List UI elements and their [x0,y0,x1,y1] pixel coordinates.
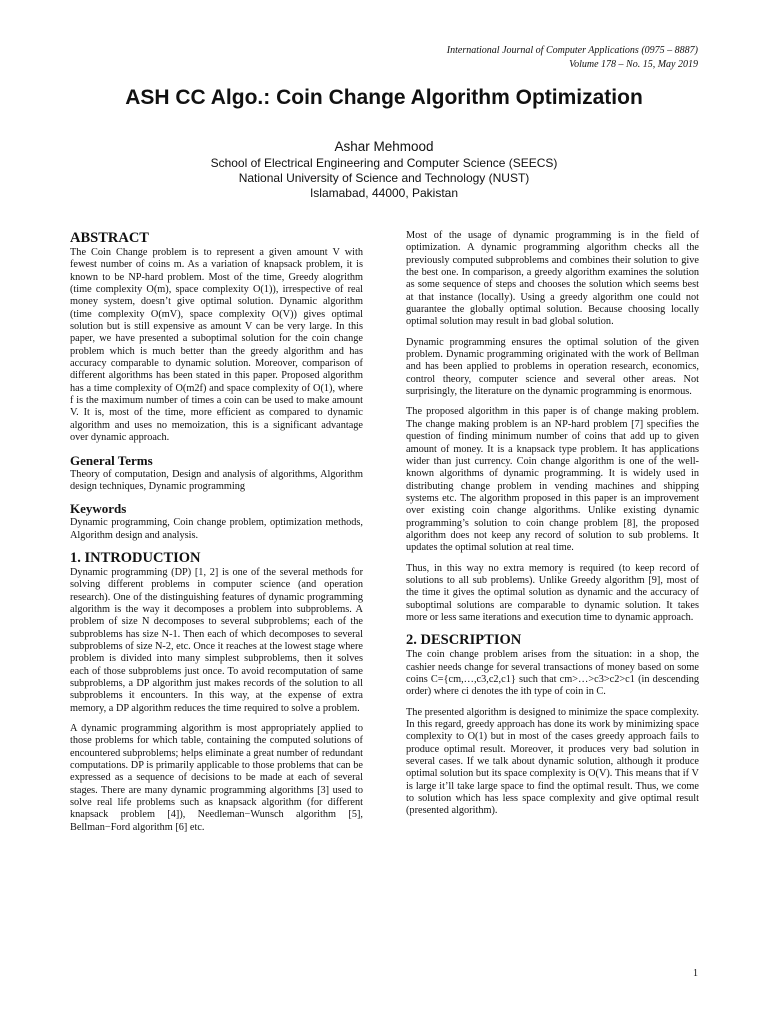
abstract-heading: ABSTRACT [70,230,149,246]
abstract-text: The Coin Change problem is to represent a given amount V with fewest number of coins m. As a variation of knapsack problem, it is known to be NP-hard problem. Most of the time, Greedy alogrithm (time complexity O(m), space complexity O(1)), irrespective of real money system, doesn’t give optimal solution. Dynamic algorithm (time complexity O(mV), space complexity O(V)) gives optimal solution but is still expensive as amount V can be very large. In this paper, we have presented a suboptimal solution for the coin change problem which is much better than the greedy algorithm and has accuracy comparable to dynamic solution. Moreover, comparison of different algorithms has been stated in this paper. Proposed algorithm has a time complexity of O(m2f) and space complexity of O(1), where f is the maximum number of times a coin can be used to make amount V. It is, most of the time, more efficient as compared to dynamic algorithm and uses no memoization, this is a significant advantage over dynamic approach. [70,247,363,444]
general-terms-text: Theory of computation, Design and analysis of algorithms, Algorithm design techniques, Dynamic programming [70,468,363,492]
general-terms-heading: General Terms [70,452,153,468]
page-number: 1 [693,968,698,979]
description-paragraph-1: The coin change problem arises from the situation: in a shop, the cashier needs change for several transactions of money based on some coins C={cm,…,c3,c2,c1} such that cm>…>c3>c2>c1 (in descending order) where ci denotes the ith type of coin in C. [406,649,699,698]
affiliation-school: School of Electrical Engineering and Computer Science (SEECS) [210,156,558,170]
intro-paragraph-4: Dynamic programming ensures the optimal solution of the given problem. Dynamic programming originated with the work of Bellman and has been applied to problems in operation research, economics, control theory, computer science and several other areas. Not surprisingly, the literature on the dynamic programming is enormous. [406,336,699,398]
author-name: Ashar Mehmood [334,139,434,154]
affiliation-location: Islamabad, 44000, Pakistan [309,186,459,200]
right-column [406,230,699,826]
introduction-paragraph-1: Dynamic programming (DP) [1, 2] is one of the several methods for solving different problems in computer science (and operation research). One of the distinguishing features of dynamic programming algorithm is the way it decomposes a problem into subproblems. A problem of size N decomposes to several subproblems; each of the subproblems has size N-1. Then each of which decomposes to several subproblems of size N-2, etc. Once it reaches at the lowest stage where problem is divided into many simplest subproblems, then it solves each of those subproblems just once. To avoid recomputation of same subproblems, a DP algorithm just makes records of the solution to all subproblems it encounters. In this way, at the expense of extra memory, a DP algorithm reduces the time required to solve a problem. [70,566,363,714]
introduction-paragraph-2: A dynamic programming algorithm is most appropriately applied to those problems for which table, containing the computed solutions of encountered subproblems; helps eliminate a great number of redundant computations. DP is primarily applicable to those problems that can be expressed as a sequence of decisions to be made at each of several stages. There are many dynamic programming algorithms [3] used to solve real life problems such as knapsack algorithm (for different knapsack problem [4]), Needleman−Wunsch algorithm [5], Bellman−Ford algorithm [6] etc. [70,723,363,833]
paper-title: ASH CC Algo.: Coin Change Algorithm Optimization [125,86,643,109]
keywords-heading: Keywords [70,501,127,517]
left-column [70,230,363,842]
intro-paragraph-6: Thus, in this way no extra memory is required (to keep record of solutions to all sub problems). Unlike Greedy algorithm [9], most of the time it gives the optimal solution as dynamic and the accuracy of suboptimal solutions are comparable to dynamic solution. It takes more or less same iterations and execution time to dynamic approach. [406,562,699,623]
intro-paragraph-3: Most of the usage of dynamic programming is in the field of optimization. A dynamic programming algorithm checks all the previously computed subproblems and combines their solution to give the best one. In comparison, a greedy algorithm examines the solution as some sequence of steps and chooses the solution which seems best at that instance (locally). Using a greedy algorithm one could not guarantee the globally optimal solution. Because choosing locally optimal solution may result in bad global solution. [406,230,699,328]
description-heading: 2. DESCRIPTION [406,632,522,649]
journal-volume: Volume 178 – No. 15, May 2019 [569,59,698,70]
description-paragraph-2: The presented algorithm is designed to minimize the space complexity. In this regard, greedy approach has done its work by minimizing space complexity to O(1) but in most of the cases greedy approach fails to produce optimal result. Moreover, it produces very bad solution in several cases. If we talk about dynamic solution, although it produce optimal solution but its space complexity is O(V). This means that if V is large it’ll take large space to find the optimal result. Thus, we come to solution which has less space complexity and give optimal result (presented algorithm). [406,706,699,817]
introduction-heading: 1. INTRODUCTION [70,549,201,566]
author-block [0,138,768,201]
journal-name: International Journal of Computer Applications (0975 – 8887) [446,45,698,56]
affiliation-university: National University of Science and Technology (NUST) [238,171,530,185]
journal-header [447,44,698,72]
keywords-text: Dynamic programming, Coin change problem, optimization methods, Algorithm design and analysis. [70,517,363,541]
intro-paragraph-5: The proposed algorithm in this paper is of change making problem. The change making problem is an NP-hard problem [7] specifies the question of finding minimum number of coins that add up to given amount of money. It is a knapsack type problem. It has applications wider than just currency. Coin change algorithm is one of the well-known algorithms of dynamic programming. It is widely used in distributing change problem in vending machines and shipping systems etc. The algorithm proposed in this paper is an improvement over existing coin change algorithms. Unlike existing dynamic programming’s solution to coin change problem [8], the proposed algorithm does not keep any record of solution to sub problems. It updates the optimal solution at real time. [406,406,699,554]
